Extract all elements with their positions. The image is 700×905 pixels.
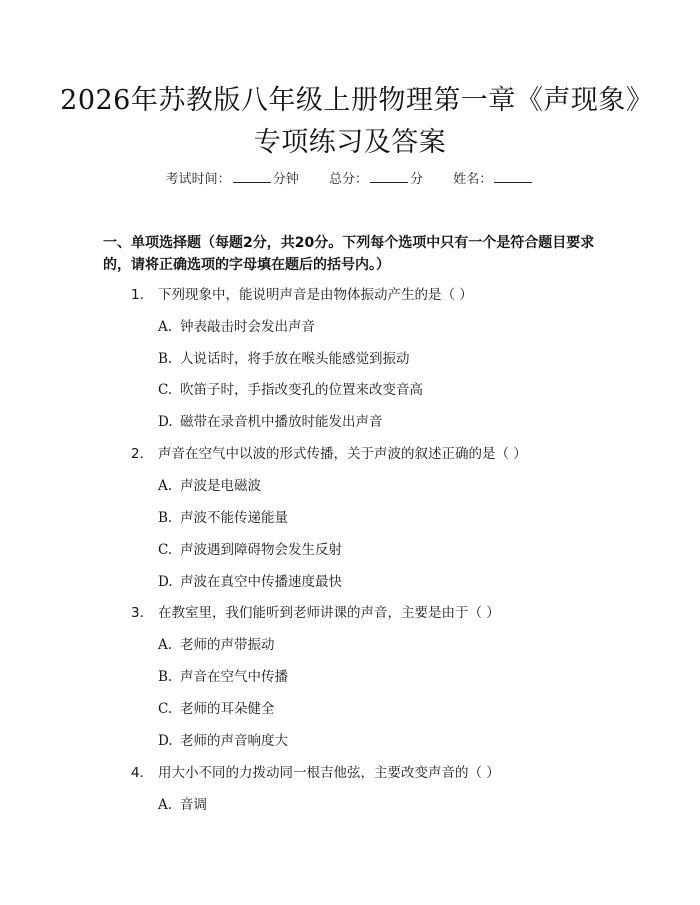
exam-info <box>0 168 700 187</box>
option-3a <box>158 633 275 653</box>
time-label: 考试时间： <box>165 172 231 187</box>
option-letter: D. <box>158 733 173 749</box>
option-text: 人说话时，将手放在喉头能感觉到振动 <box>180 351 410 367</box>
option-text: 钟表敲击时会发出声音 <box>180 319 315 335</box>
option-3b <box>158 665 288 685</box>
score-label: 总分： <box>328 172 368 187</box>
option-2d <box>158 570 342 590</box>
option-text: 老师的耳朵健全 <box>180 701 275 717</box>
time-unit: 分钟 <box>272 172 299 187</box>
option-text: 吹笛子时，手指改变孔的位置来改变音高 <box>180 382 423 398</box>
question-text: 在教室里，我们能听到老师讲课的声音，主要是由于（ ） <box>158 605 500 621</box>
option-4a <box>158 793 207 813</box>
option-2b <box>158 506 288 526</box>
option-letter: A. <box>158 797 173 813</box>
option-letter: A. <box>158 478 173 494</box>
page-title: 2026年苏教版八年级上册物理第一章《声现象》专项练习及答案 <box>60 85 640 158</box>
option-letter: A. <box>158 319 173 335</box>
option-text: 老师的声带振动 <box>180 637 275 653</box>
option-2a <box>158 474 261 494</box>
time-blank[interactable] <box>233 170 271 183</box>
option-letter: D. <box>158 574 173 590</box>
option-2c <box>158 538 342 558</box>
question-number: 1. <box>131 287 144 303</box>
section-heading: 一、单项选择题（每题2分，共20分。下列每个选项中只有一个是符合题目要求的，请将正确选项的字母填在题后的括号内。） <box>103 235 595 273</box>
option-letter: D. <box>158 414 173 430</box>
option-letter: C. <box>158 701 173 717</box>
question-text: 声音在空气中以波的形式传播，关于声波的叙述正确的是（ ） <box>158 446 527 462</box>
option-text: 声波不能传递能量 <box>180 510 288 526</box>
score-blank[interactable] <box>370 170 408 183</box>
option-letter: B. <box>158 669 173 685</box>
score-unit: 分 <box>410 172 424 187</box>
option-letter: B. <box>158 510 173 526</box>
option-1b <box>158 347 410 367</box>
question-1 <box>131 283 473 303</box>
question-3 <box>131 601 500 621</box>
option-text: 磁带在录音机中播放时能发出声音 <box>180 414 383 430</box>
question-text: 用大小不同的力拨动同一根吉他弦，主要改变声音的（ ） <box>158 765 500 781</box>
option-text: 老师的声音响度大 <box>180 733 288 749</box>
option-1d <box>158 410 383 430</box>
name-blank[interactable] <box>494 170 532 183</box>
option-text: 声音在空气中传播 <box>180 669 288 685</box>
option-letter: C. <box>158 542 173 558</box>
option-text: 音调 <box>180 797 207 813</box>
question-2 <box>131 442 527 462</box>
option-letter: C. <box>158 382 173 398</box>
option-text: 声波是电磁波 <box>180 478 261 494</box>
option-text: 声波在真空中传播速度最快 <box>180 574 342 590</box>
question-text: 下列现象中，能说明声音是由物体振动产生的是（ ） <box>158 287 473 303</box>
option-text: 声波遇到障碍物会发生反射 <box>180 542 342 558</box>
option-letter: B. <box>158 351 173 367</box>
question-4 <box>131 761 500 781</box>
question-number: 4. <box>131 765 144 781</box>
option-1a <box>158 315 315 335</box>
option-1c <box>158 378 423 398</box>
option-3d <box>158 729 288 749</box>
question-number: 2. <box>131 446 144 462</box>
name-label: 姓名： <box>453 172 493 187</box>
question-number: 3. <box>131 605 144 621</box>
option-3c <box>158 697 275 717</box>
option-letter: A. <box>158 637 173 653</box>
